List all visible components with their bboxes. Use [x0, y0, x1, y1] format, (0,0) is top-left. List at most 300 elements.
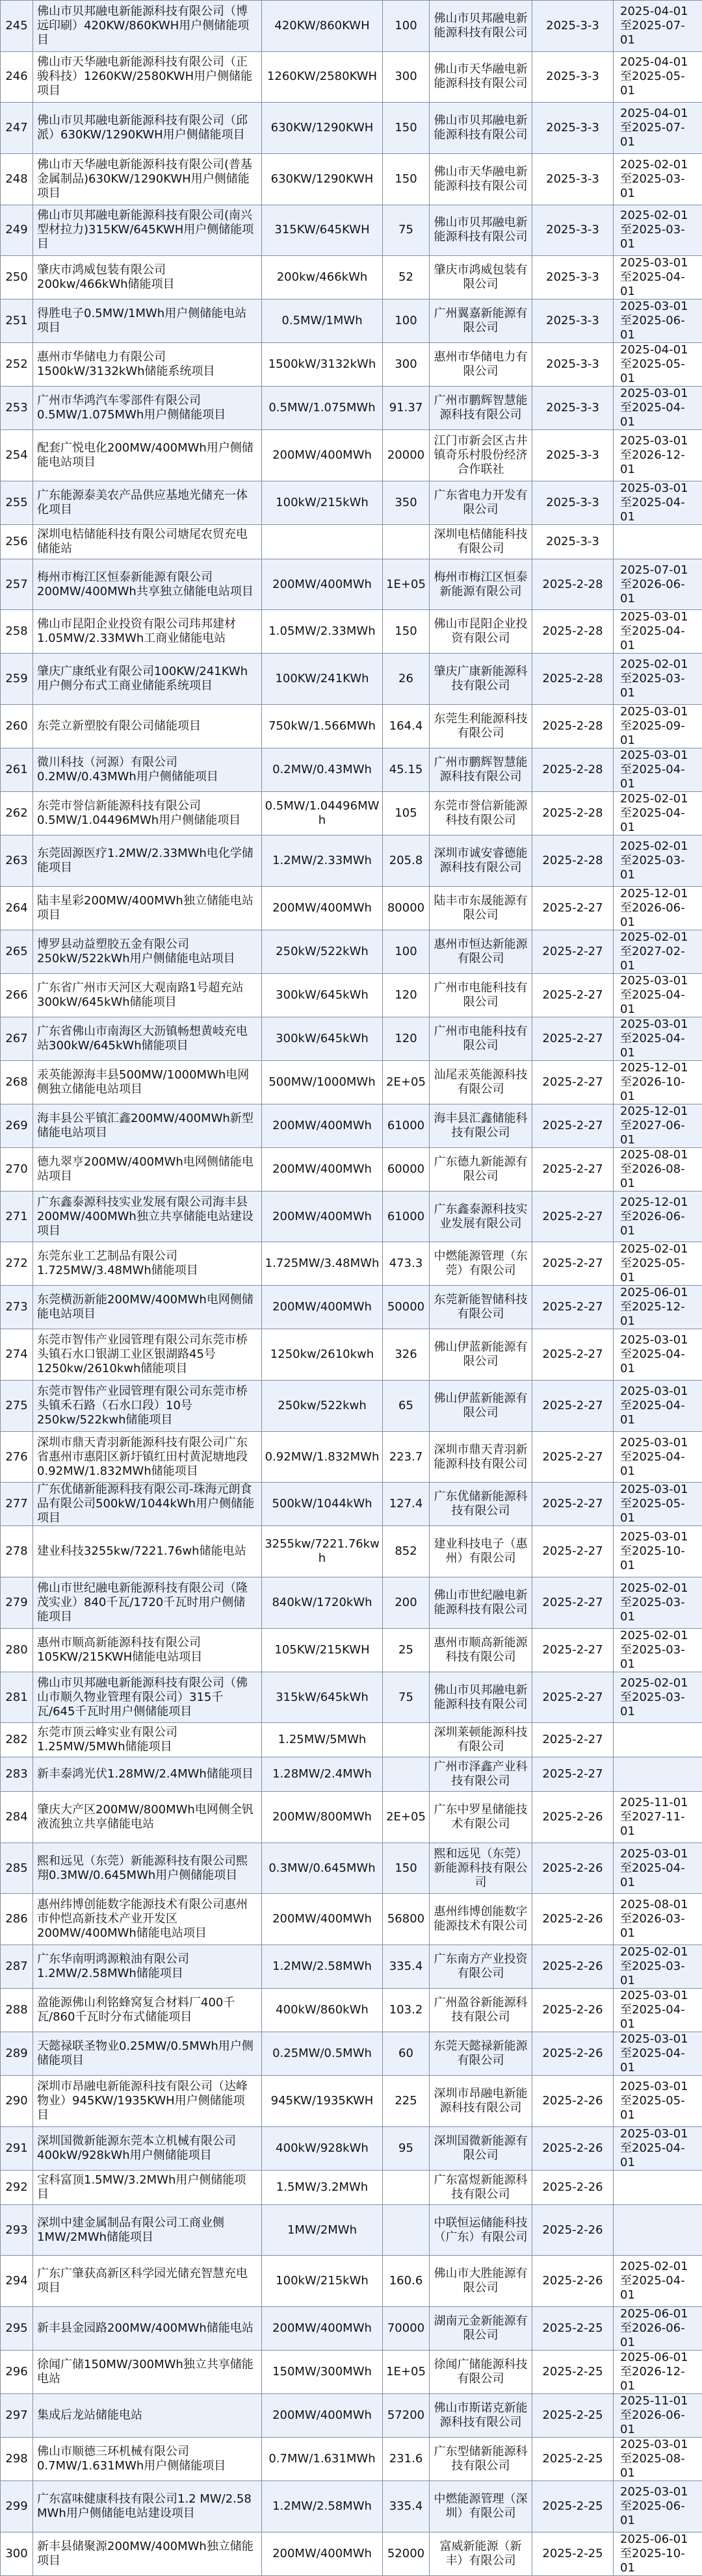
- table-row: [1, 300, 702, 343]
- row-number: 262: [1, 792, 33, 835]
- project-scale: 1.28MW/2.4MWh: [262, 1757, 383, 1792]
- row-number: 268: [1, 1060, 33, 1104]
- filing-date: 2025-2-27: [532, 1104, 614, 1147]
- project-scale: 630KW/1290KWH: [262, 103, 383, 154]
- construction-period: 2025-03-01至2025-04-01: [614, 2126, 702, 2170]
- investment: 1E+05: [383, 2351, 430, 2394]
- project-scale: 105KW/215KWH: [262, 1628, 383, 1672]
- filing-date: 2025-2-27: [532, 1017, 614, 1060]
- company: 佛山市昆阳企业投资有限公司: [430, 610, 532, 654]
- project-name: 海丰县公平镇汇鑫200MW/400MWh新型储能电站项目: [33, 1104, 262, 1147]
- table-row: [1, 2076, 702, 2127]
- construction-period: 2025-03-01至2026-12-01: [614, 430, 702, 481]
- project-scale: 3255kw/7221.76kwh: [262, 1526, 383, 1577]
- investment: 2E+05: [383, 1060, 430, 1104]
- table-row: [1, 2126, 702, 2170]
- table-row: [1, 1060, 702, 1104]
- construction-period: [614, 1757, 702, 1792]
- project-scale: 0.5MW/1MWh: [262, 300, 383, 343]
- project-name: 梅州市梅江区恒泰新能源有限公司200MW/400MWh共享独立储能电站项目: [33, 559, 262, 610]
- construction-period: 2025-03-01至2025-04-01: [614, 387, 702, 430]
- project-name: 广东富味健康科技有限公司1.2 MW/2.58 MWh用户侧储能电站建设项目: [33, 2481, 262, 2532]
- filing-date: 2025-2-27: [532, 1483, 614, 1526]
- investment: 100: [383, 1, 430, 52]
- company: 海丰县汇鑫储能科技有限公司: [430, 1104, 532, 1147]
- investment: [383, 1723, 430, 1757]
- company: 深圳市昂融电新能源科技有限公司: [430, 2076, 532, 2127]
- project-name: 肇庆大产区200MW/800MWh电网侧全钒液流独立共享储能电站: [33, 1792, 262, 1843]
- construction-period: 2025-06-01至2026-12-01: [614, 2351, 702, 2394]
- table-row: [1, 1792, 702, 1843]
- project-name: 新丰泰鸿光伏1.28MW/2.4MWh储能项目: [33, 1757, 262, 1792]
- table-row: [1, 1989, 702, 2032]
- company: 东莞新能智储科技有限公司: [430, 1286, 532, 1329]
- filing-date: 2025-2-27: [532, 930, 614, 973]
- construction-period: 2025-02-01至2025-04-01: [614, 2256, 702, 2307]
- construction-period: 2025-02-01至2025-04-01: [614, 792, 702, 835]
- project-name: 新丰县金园路200MW/400MWh储能电站: [33, 2307, 262, 2351]
- investment: 20000: [383, 430, 430, 481]
- row-number: 274: [1, 1329, 33, 1381]
- table-row: [1, 481, 702, 524]
- row-number: 300: [1, 2532, 33, 2575]
- table-row: [1, 387, 702, 430]
- table-row: [1, 559, 702, 610]
- filing-date: 2025-2-25: [532, 2481, 614, 2532]
- filing-date: 2025-2-27: [532, 1723, 614, 1757]
- company: 湖南元金新能源有限公司: [430, 2307, 532, 2351]
- table-row: [1, 886, 702, 930]
- filing-date: 2025-3-3: [532, 153, 614, 205]
- filing-date: 2025-2-26: [532, 2204, 614, 2256]
- project-name: 深圳市鼎天青羽新能源科技有限公司广东省惠州市惠阳区新圩镇红田村黄泥塘地段0.92MW/1.832MWh储能项目: [33, 1431, 262, 1483]
- project-scale: 200MW/400MWh: [262, 1894, 383, 1945]
- project-scale: 200MW/400MWh: [262, 886, 383, 930]
- project-scale: 200MW/400MWh: [262, 2307, 383, 2351]
- filing-date: 2025-2-27: [532, 1060, 614, 1104]
- row-number: 273: [1, 1286, 33, 1329]
- company: 肇庆广康新能源科技有限公司: [430, 654, 532, 705]
- company: 中燃能源管理（东莞）有限公司: [430, 1242, 532, 1286]
- row-number: 261: [1, 748, 33, 792]
- row-number: 290: [1, 2076, 33, 2127]
- row-number: 247: [1, 103, 33, 154]
- project-scale: 100kW/215kWh: [262, 2256, 383, 2307]
- project-scale: 1.2MW/2.33MWh: [262, 835, 383, 887]
- project-name: 肇庆广康纸业有限公司100KW/241KWh用户侧分布式工商业储能系统项目: [33, 654, 262, 705]
- company: 深圳市鼎天青羽新能源科技有限公司: [430, 1431, 532, 1483]
- construction-period: 2025-03-01至2025-04-01: [614, 1431, 702, 1483]
- project-scale: 200MW/400MWh: [262, 1191, 383, 1242]
- company: 惠州市恒达新能源有限公司: [430, 930, 532, 973]
- investment: 205.8: [383, 835, 430, 887]
- filing-date: 2025-2-26: [532, 2126, 614, 2170]
- construction-period: 2025-03-01至2025-04-01: [614, 610, 702, 654]
- row-number: 299: [1, 2481, 33, 2532]
- project-name: 佛山市世纪融电新能源科技有限公司（隆茂实业）840千瓦/1720千瓦时用户侧储能项目: [33, 1577, 262, 1629]
- project-name: 天懿禄联圣物业0.25MW/0.5MWh用户侧储能项目: [33, 2032, 262, 2076]
- project-scale: 200MW/400MWh: [262, 2532, 383, 2575]
- filing-date: 2025-3-3: [532, 343, 614, 387]
- company: 汕尾汞英能源科技有限公司: [430, 1060, 532, 1104]
- construction-period: 2025-08-01至2026-03-01: [614, 1894, 702, 1945]
- investment: 473.3: [383, 1242, 430, 1286]
- investment: 852: [383, 1526, 430, 1577]
- row-number: 257: [1, 559, 33, 610]
- company: 梅州市梅江区恒泰新能源有限公司: [430, 559, 532, 610]
- investment: 200: [383, 1577, 430, 1629]
- investment: 150: [383, 153, 430, 205]
- company: 佛山市世纪融电新能源科技有限公司: [430, 1577, 532, 1629]
- row-number: 279: [1, 1577, 33, 1629]
- project-scale: [262, 524, 383, 559]
- row-number: 252: [1, 343, 33, 387]
- company: 佛山市大胜能源有限公司: [430, 2256, 532, 2307]
- construction-period: 2025-02-01至2025-03-01: [614, 1945, 702, 1989]
- project-scale: 1.5MW/3.2MWh: [262, 2170, 383, 2204]
- project-scale: 0.5MW/1.075MWh: [262, 387, 383, 430]
- company: 东莞市誉信新能源科技有限公司: [430, 792, 532, 835]
- company: 广州盈谷新能源科技有限公司: [430, 1989, 532, 2032]
- project-name: 深圳中建金属制品有限公司工商业侧1MW/2MWh储能项目: [33, 2204, 262, 2256]
- table-row: [1, 524, 702, 559]
- row-number: 284: [1, 1792, 33, 1843]
- project-name: 广州市华鸿汽车零部件有限公司0.5MW/1.075MWh用户侧储能项目: [33, 387, 262, 430]
- filing-date: 2025-3-3: [532, 205, 614, 256]
- company: 广东德九新能源有限公司: [430, 1147, 532, 1191]
- filing-date: 2025-2-27: [532, 1191, 614, 1242]
- construction-period: 2025-03-01至2025-06-01: [614, 2481, 702, 2532]
- investment: [383, 524, 430, 559]
- company: 广东型储新能源科技有限公司: [430, 2438, 532, 2481]
- investment: 60: [383, 2032, 430, 2076]
- project-name: 佛山市天华融电新能源科技有限公司(普基金属制品)630KW/1290KWH用户侧储能项目: [33, 153, 262, 205]
- table-row: [1, 2170, 702, 2204]
- construction-period: 2025-03-01至2025-04-01: [614, 1329, 702, 1381]
- table-row: [1, 654, 702, 705]
- company: 富威新能源（新丰）有限公司: [430, 2532, 532, 2575]
- investment: 300: [383, 51, 430, 103]
- filing-date: 2025-2-27: [532, 1431, 614, 1483]
- project-scale: 630KW/1290KWH: [262, 153, 383, 205]
- table-row: [1, 205, 702, 256]
- project-scale: 200MW/400MWh: [262, 430, 383, 481]
- project-name: 佛山市顺德三环机械有限公司0.7MW/1.631MWh用户侧储能项目: [33, 2438, 262, 2481]
- project-name: 熙和远见（东莞）新能源科技有限公司熙翔0.3MW/0.645MWh用户侧储能项目: [33, 1843, 262, 1894]
- construction-period: 2025-06-01至2025-12-01: [614, 1286, 702, 1329]
- company: 中联恒运储能科技（广东）有限公司: [430, 2204, 532, 2256]
- project-name: 佛山市贝邦融电新能源科技有限公司（博远印刷）420KW/860KWH用户侧储能项目: [33, 1, 262, 52]
- filing-date: 2025-2-26: [532, 2076, 614, 2127]
- project-name: 东莞固源医疗1.2MW/2.33MWh电化学储能项目: [33, 835, 262, 887]
- construction-period: 2025-02-01至2025-03-01: [614, 835, 702, 887]
- table-row: [1, 103, 702, 154]
- construction-period: 2025-11-01至2026-06-01: [614, 2394, 702, 2438]
- company: 佛山市贝邦融电新能源科技有限公司: [430, 205, 532, 256]
- company: 惠州市顺高新能源科技有限公司: [430, 1628, 532, 1672]
- project-scale: 150MW/300MWh: [262, 2351, 383, 2394]
- construction-period: 2025-07-01至2026-06-01: [614, 559, 702, 610]
- filing-date: 2025-3-3: [532, 103, 614, 154]
- filing-date: 2025-2-26: [532, 1894, 614, 1945]
- project-scale: 0.92MW/1.832MWh: [262, 1431, 383, 1483]
- construction-period: 2025-02-01至2025-05-01: [614, 1242, 702, 1286]
- row-number: 271: [1, 1191, 33, 1242]
- project-name: 佛山市贝邦融电新能源科技有限公司（佛山市顺久物业管理有限公司）315千瓦/645千瓦时用户侧储能项目: [33, 1672, 262, 1723]
- construction-period: 2025-06-01至2026-06-01: [614, 2307, 702, 2351]
- investment: 350: [383, 481, 430, 524]
- company: 广东南方产业投资有限公司: [430, 1945, 532, 1989]
- company: 东莞生利能源科技有限公司: [430, 705, 532, 748]
- project-name: 得胜电子0.5MW/1MWh用户侧储能电站项目: [33, 300, 262, 343]
- project-name: 佛山市贝邦融电新能源科技有限公司（邱派）630KW/1290KWH用户侧储能项目: [33, 103, 262, 154]
- filing-date: 2025-2-26: [532, 2032, 614, 2076]
- table-row: [1, 1381, 702, 1432]
- investment: 70000: [383, 2307, 430, 2351]
- filing-date: 2025-3-3: [532, 256, 614, 300]
- investment: 57200: [383, 2394, 430, 2438]
- filing-date: 2025-2-27: [532, 1757, 614, 1792]
- filing-date: 2025-2-26: [532, 1945, 614, 1989]
- row-number: 270: [1, 1147, 33, 1191]
- row-number: 288: [1, 1989, 33, 2032]
- investment: 52000: [383, 2532, 430, 2575]
- construction-period: 2025-12-01至2027-06-01: [614, 1104, 702, 1147]
- construction-period: 2025-03-01至2025-04-01: [614, 1017, 702, 1060]
- investment: 150: [383, 103, 430, 154]
- construction-period: 2025-03-01至2025-05-01: [614, 1483, 702, 1526]
- investment: [383, 2204, 430, 2256]
- project-name: 惠州市顺高新能源科技有限公司105KW/215KWH储能电站项目: [33, 1628, 262, 1672]
- company: 广州市泽鑫产业科技有限公司: [430, 1757, 532, 1792]
- investment: [383, 2170, 430, 2204]
- row-number: 296: [1, 2351, 33, 2394]
- construction-period: 2025-03-01至2025-04-01: [614, 481, 702, 524]
- row-number: 245: [1, 1, 33, 52]
- project-name: 博罗县动益塑胶五金有限公司250kW/522kWh用户侧储能电站项目: [33, 930, 262, 973]
- construction-period: 2025-03-01至2025-04-01: [614, 1989, 702, 2032]
- project-scale: 400kW/928kWh: [262, 2126, 383, 2170]
- row-number: 266: [1, 973, 33, 1017]
- project-scale: 945KW/1935KWH: [262, 2076, 383, 2127]
- table-row: [1, 430, 702, 481]
- row-number: 293: [1, 2204, 33, 2256]
- project-scale: 1.05MW/2.33MWh: [262, 610, 383, 654]
- investment: 120: [383, 973, 430, 1017]
- construction-period: 2025-03-01至2025-04-01: [614, 2032, 702, 2076]
- investment: 150: [383, 1843, 430, 1894]
- row-number: 292: [1, 2170, 33, 2204]
- project-name: 广东广肇获高新区科学园光储充智慧充电项目: [33, 2256, 262, 2307]
- table-row: [1, 792, 702, 835]
- project-scale: 1MW/2MWh: [262, 2204, 383, 2256]
- investment: 61000: [383, 1191, 430, 1242]
- project-scale: 250kw/522kwh: [262, 1381, 383, 1432]
- construction-period: 2025-08-01至2026-08-01: [614, 1147, 702, 1191]
- investment: 1E+05: [383, 559, 430, 610]
- filing-date: 2025-2-27: [532, 1577, 614, 1629]
- project-name: 佛山市昆阳企业投资有限公司玮邦建材1.05MW/2.33MWh工商业储能电站: [33, 610, 262, 654]
- table-row: [1, 2532, 702, 2575]
- table-row: [1, 343, 702, 387]
- investment: 223.7: [383, 1431, 430, 1483]
- construction-period: 2025-02-01至2027-02-01: [614, 930, 702, 973]
- company: 广东富煜新能源科技有限公司: [430, 2170, 532, 2204]
- row-number: 256: [1, 524, 33, 559]
- row-number: 287: [1, 1945, 33, 1989]
- table-row: [1, 2481, 702, 2532]
- construction-period: 2025-12-01至2026-10-01: [614, 1060, 702, 1104]
- filing-date: 2025-2-26: [532, 2256, 614, 2307]
- filing-date: 2025-2-25: [532, 2351, 614, 2394]
- company: 江门市新会区古井镇奇乐村股份经济合作联社: [430, 430, 532, 481]
- company: 徐闻广储能源科技有限公司: [430, 2351, 532, 2394]
- filing-date: 2025-2-27: [532, 886, 614, 930]
- construction-period: 2025-03-01至2025-04-01: [614, 1381, 702, 1432]
- project-scale: 200MW/400MWh: [262, 2394, 383, 2438]
- project-name: 新丰县储聚源200MW/400MWh独立储能项目: [33, 2532, 262, 2575]
- investment: 45.15: [383, 748, 430, 792]
- construction-period: 2025-03-01至2025-04-01: [614, 748, 702, 792]
- company: 深圳国微新能源有限公司: [430, 2126, 532, 2170]
- project-name: 广东优储新能源科技有限公司-珠海元朗食品有限公司500kW/1044kWh用户侧储能项目: [33, 1483, 262, 1526]
- table-row: [1, 2351, 702, 2394]
- table-row: [1, 2394, 702, 2438]
- row-number: 289: [1, 2032, 33, 2076]
- table-row: [1, 1894, 702, 1945]
- investment: 91.37: [383, 387, 430, 430]
- table-row: [1, 2256, 702, 2307]
- project-name: 东莞立新塑胶有限公司储能项目: [33, 705, 262, 748]
- row-number: 267: [1, 1017, 33, 1060]
- row-number: 253: [1, 387, 33, 430]
- investment: 164.4: [383, 705, 430, 748]
- project-name: 德九翠亨200MW/400MWh电网侧储能电站项目: [33, 1147, 262, 1191]
- investment: 326: [383, 1329, 430, 1381]
- row-number: 254: [1, 430, 33, 481]
- project-scale: 840kW/1720kWh: [262, 1577, 383, 1629]
- investment: 26: [383, 654, 430, 705]
- table-row: [1, 2204, 702, 2256]
- investment: 160.6: [383, 2256, 430, 2307]
- row-number: 269: [1, 1104, 33, 1147]
- filing-date: 2025-2-28: [532, 705, 614, 748]
- project-scale: 100kW/215kWh: [262, 481, 383, 524]
- table-row: [1, 51, 702, 103]
- filing-date: 2025-3-3: [532, 1, 614, 52]
- project-scale: 0.3MW/0.645MWh: [262, 1843, 383, 1894]
- company: 广州市电能科技有限公司: [430, 1017, 532, 1060]
- company: 惠州纬博创能数字能源技术有限公司: [430, 1894, 532, 1945]
- project-name: 徐闻广储150MW/300MWh独立共享储能电站: [33, 2351, 262, 2394]
- project-name: 佛山市天华融电新能源科技有限公司（正骏科技）1260KW/2580KWH用户侧储能项目: [33, 51, 262, 103]
- table-row: [1, 748, 702, 792]
- construction-period: 2025-02-01至2025-03-01: [614, 205, 702, 256]
- investment: 60000: [383, 1147, 430, 1191]
- row-number: 295: [1, 2307, 33, 2351]
- filing-date: 2025-2-28: [532, 835, 614, 887]
- project-scale: 315kW/645kWh: [262, 1672, 383, 1723]
- investment: 61000: [383, 1104, 430, 1147]
- project-name: 深圳市昂融电新能源科技有限公司（达峰物业）945KW/1935KWH用户侧储能项目: [33, 2076, 262, 2127]
- company: 建业科技电子（惠州）有限公司: [430, 1526, 532, 1577]
- investment: 25: [383, 1628, 430, 1672]
- filing-date: 2025-3-3: [532, 51, 614, 103]
- project-table-body: [1, 1, 702, 2576]
- investment: 75: [383, 1672, 430, 1723]
- investment: 150: [383, 610, 430, 654]
- investment: 56800: [383, 1894, 430, 1945]
- row-number: 283: [1, 1757, 33, 1792]
- investment: 300: [383, 343, 430, 387]
- construction-period: [614, 1723, 702, 1757]
- table-row: [1, 1, 702, 52]
- row-number: 277: [1, 1483, 33, 1526]
- investment: 52: [383, 256, 430, 300]
- project-scale: 750kW/1.566MWh: [262, 705, 383, 748]
- project-scale: 0.2MW/0.43MWh: [262, 748, 383, 792]
- construction-period: 2025-02-01至2025-03-01: [614, 1577, 702, 1629]
- filing-date: 2025-3-3: [532, 430, 614, 481]
- investment: 231.6: [383, 2438, 430, 2481]
- company: 陆丰市东晟能源有限公司: [430, 886, 532, 930]
- project-name: 广东能源泰美农产品供应基地光储充一体化项目: [33, 481, 262, 524]
- filing-date: 2025-2-25: [532, 2307, 614, 2351]
- investment: 100: [383, 930, 430, 973]
- project-scale: 200MW/400MWh: [262, 1147, 383, 1191]
- project-scale: 200MW/400MWh: [262, 1286, 383, 1329]
- table-row: [1, 1577, 702, 1629]
- project-scale: 1250kw/2610kwh: [262, 1329, 383, 1381]
- project-scale: 0.7MW/1.631MWh: [262, 2438, 383, 2481]
- project-scale: 1.2MW/2.58MWh: [262, 1945, 383, 1989]
- table-row: [1, 1628, 702, 1672]
- project-name: 肇庆市鸿威包装有限公司200kw/466kWh储能项目: [33, 256, 262, 300]
- filing-date: 2025-2-27: [532, 1286, 614, 1329]
- construction-period: 2025-03-01至2025-08-01: [614, 2438, 702, 2481]
- filing-date: 2025-2-28: [532, 559, 614, 610]
- row-number: 276: [1, 1431, 33, 1483]
- company: 佛山伊蓝新能源有限公司: [430, 1329, 532, 1381]
- filing-date: 2025-2-27: [532, 1242, 614, 1286]
- company: 东莞天懿禄新能源有限公司: [430, 2032, 532, 2076]
- row-number: 291: [1, 2126, 33, 2170]
- project-name: 盈能源佛山利铭蜂窝复合材料厂400千瓦/860千瓦时分布式储能项目: [33, 1989, 262, 2032]
- investment: 103.2: [383, 1989, 430, 2032]
- project-scale: 200MW/400MWh: [262, 1104, 383, 1147]
- construction-period: 2025-03-01至2025-05-01: [614, 2076, 702, 2127]
- company: 中燃能源管理（深圳）有限公司: [430, 2481, 532, 2532]
- project-scale: 420KW/860KWH: [262, 1, 383, 52]
- row-number: 249: [1, 205, 33, 256]
- company: 佛山市贝邦融电新能源科技有限公司: [430, 1, 532, 52]
- row-number: 294: [1, 2256, 33, 2307]
- table-row: [1, 1147, 702, 1191]
- row-number: 258: [1, 610, 33, 654]
- project-scale: 100KW/241KWh: [262, 654, 383, 705]
- row-number: 280: [1, 1628, 33, 1672]
- project-name: 陆丰星彩200MW/400MWh独立储能电站项目: [33, 886, 262, 930]
- investment: 127.4: [383, 1483, 430, 1526]
- project-name: 东莞横沥新能200MW/400MWh电网侧储能电站项目: [33, 1286, 262, 1329]
- table-row: [1, 2438, 702, 2481]
- project-scale: 200MW/800MWh: [262, 1792, 383, 1843]
- project-name: 配套广悦电化200MW/400MWh用户侧储能电站项目: [33, 430, 262, 481]
- company: 惠州市华储电力有限公司: [430, 343, 532, 387]
- project-name: 惠州市华储电力有限公司1500kW/3132kWh储能系统项目: [33, 343, 262, 387]
- company: 广东中罗星储能技术有限公司: [430, 1792, 532, 1843]
- filing-date: 2025-2-26: [532, 1843, 614, 1894]
